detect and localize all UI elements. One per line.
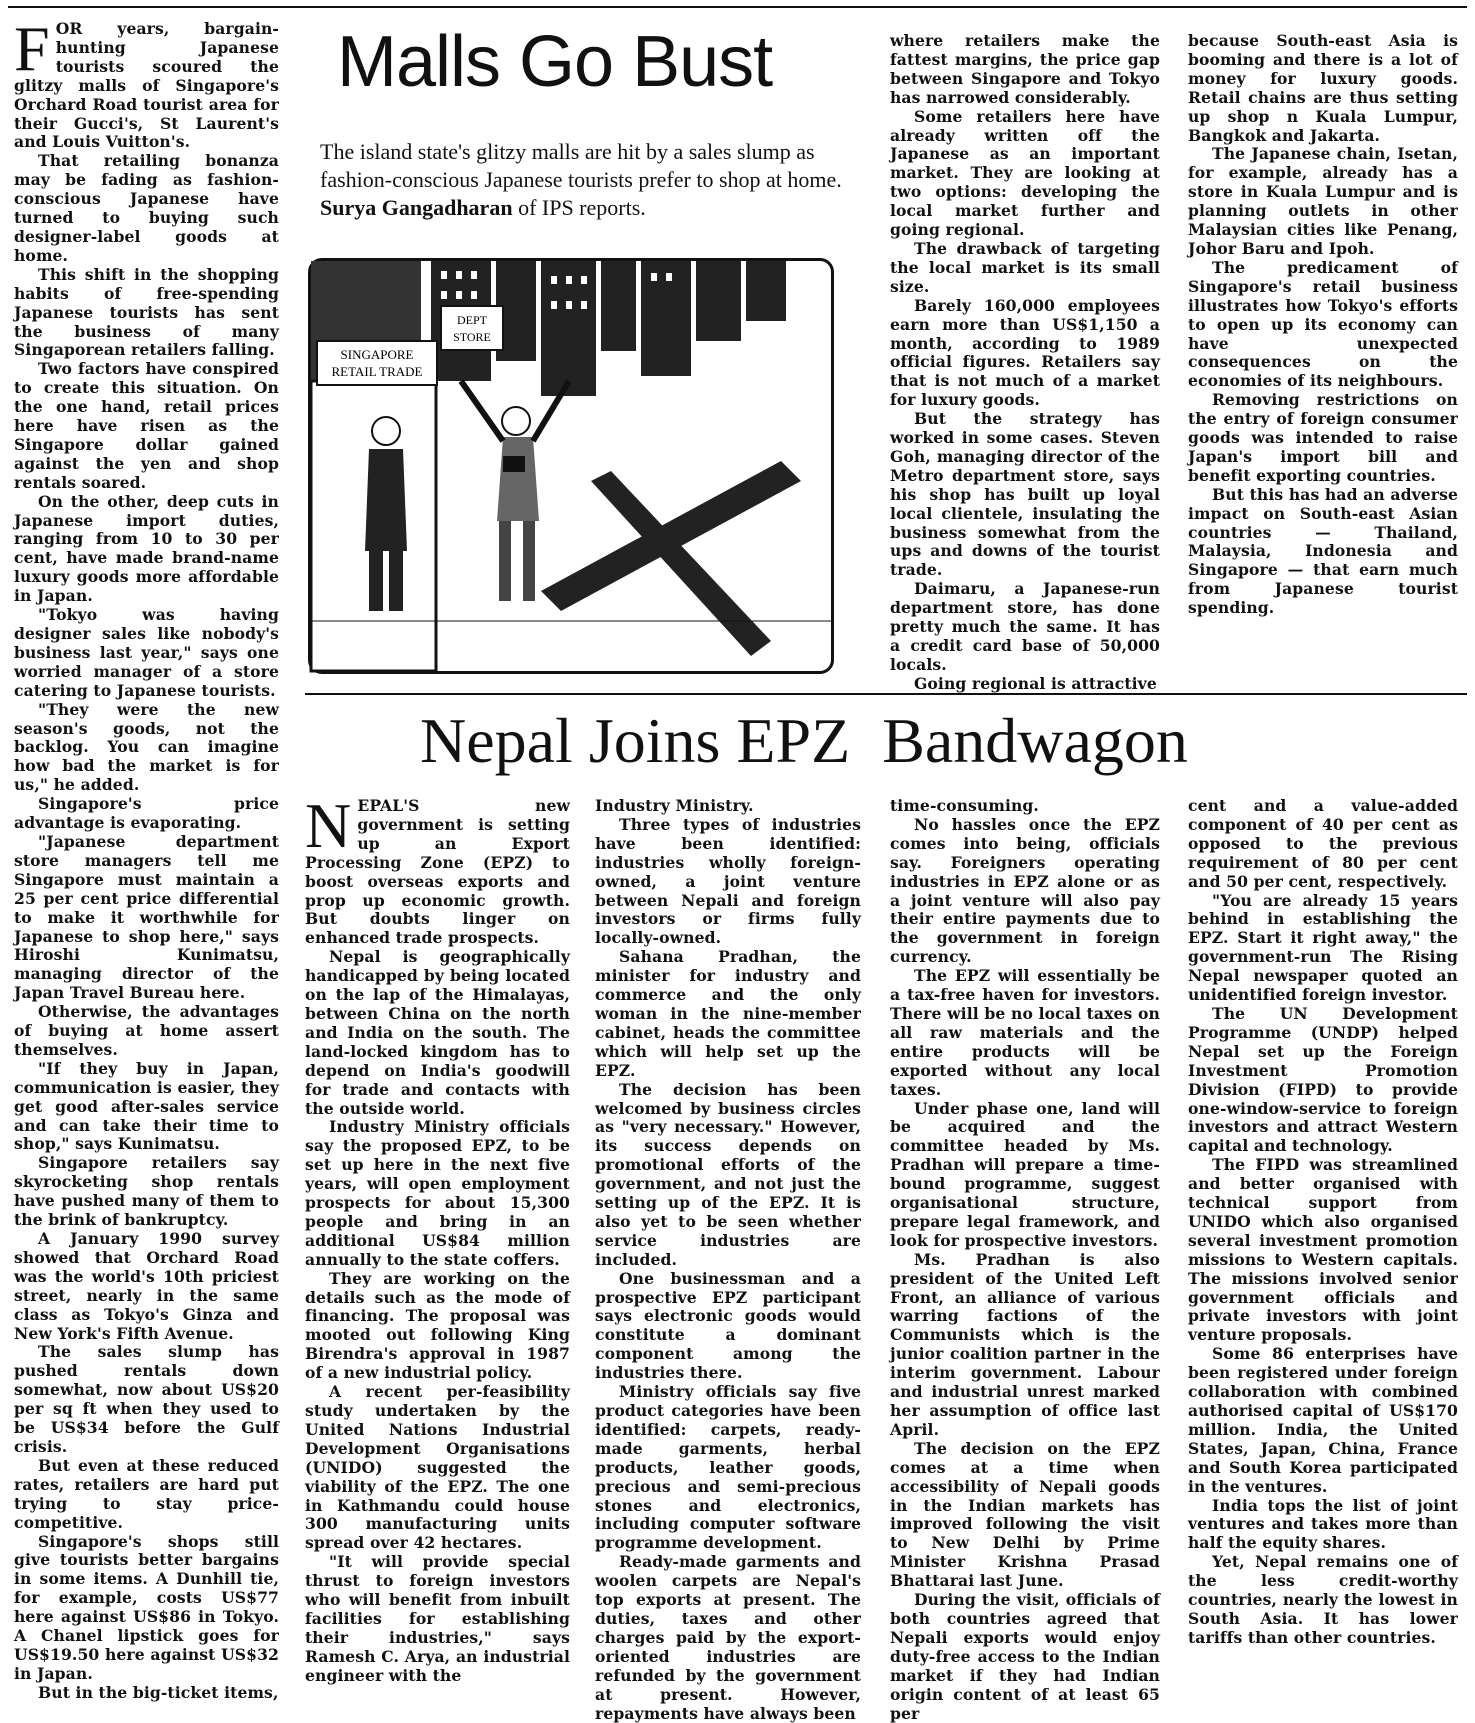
retail-sign-line1: SINGAPORE (340, 347, 414, 362)
paragraph: The drawback of targeting the local market is its small size. (890, 238, 1160, 296)
paragraph: Ministry officials say five product categories have been identified: carpets, ready-made garments, herbal products, leather goods, precious and semi-precious stones and electronics, including computer software programme development. (595, 1382, 861, 1553)
paragraph: Going regional is attractive (914, 673, 1157, 693)
paragraph: Singapore's price advantage is evaporating. (14, 794, 279, 833)
paragraph: The sales slump has pushed rentals down somewhat, now about US$20 per sq ft when they used to be US$34 before the Gulf crisis. (14, 1342, 279, 1456)
paragraph: where retailers make the fattest margins, the price gap between Singapore and Tokyo has narrowed considerably. (890, 31, 1160, 107)
paragraph: "They were the new season's goods, not the backlog. You can imagine how bad the market is for us," he added. (14, 699, 279, 795)
paragraph: cent and a value-added component of 40 per cent as opposed to the previous requirement of 80 per cent and 50 per cent, respectively. (1188, 796, 1458, 891)
malls-deck (320, 138, 860, 222)
paragraph: The UN Development Programme (UNDP) helped Nepal set up the Foreign Investment Promotion Division (FIPD) to provide one-window-service to foreign investors and attract Western capital and technology. (1188, 1003, 1458, 1156)
paragraph: Removing restrictions on the entry of foreign consumer goods was intended to raise Japan's import bill and benefit exporting countries. (1188, 390, 1458, 485)
paragraph: The Japanese chain, Isetan, for example, already has a store in Kuala Lumpur and is planning outlets in other Malaysian cities like Penang, Johor Baru and Ipoh. (1188, 144, 1458, 258)
paragraph: Industry Ministry. (595, 796, 754, 815)
deck-end: of IPS reports. (518, 195, 646, 220)
nepal-column-2 (595, 796, 861, 1723)
nepal-column-4 (1188, 797, 1458, 1652)
paragraph: Barely 160,000 employees earn more than US$1,150 a month, according to 1989 official figures. Retailers say that is not much of a market for luxury goods. (890, 295, 1160, 410)
paragraph: On the other, deep cuts in Japanese import duties, ranging from 10 to 30 per cent, have made brand-name luxury goods more affordable in Japan. (14, 491, 279, 606)
malls-column-5 (1188, 32, 1458, 687)
paragraph: No hassles once the EPZ comes into being, officials say. Foreigners operating industries in EPZ alone or as a joint venture will also pay their entire payments due to the government in foreign currency. (890, 814, 1160, 967)
paragraph: This shift in the shopping habits of free-spending Japanese tourists has sent the business of many Singaporean retailers falling. (14, 264, 279, 360)
drop-cap: F (14, 13, 50, 84)
paragraph: Industry Ministry officials say the proposed EPZ, to be set up here in the next five years, will open employment prospects for about 15,300 people and bring in an additional US$84 million annually to the state coffers. (305, 1117, 570, 1269)
paragraph: Under phase one, land will be acquired and the committee headed by Ms. Pradhan will prepare a time-bound programme, suggest organisational structure, prepare legal framework, and look for prospective investors. (890, 1098, 1160, 1250)
paragraph: "Japanese department store managers tell me Singapore must maintain a 25 per cent price differential to make it worthwhile for Japanese to shop here," says Hiroshi Kunimatsu, managing director of the Japan Travel Bureau here. (14, 831, 279, 1003)
malls-column-4 (890, 31, 1160, 693)
cartoon-illustration (308, 258, 834, 674)
tourist-figure (461, 381, 569, 601)
malls-headline: Malls Go Bust (337, 22, 773, 102)
paragraph: India tops the list of joint ventures and takes more than half the equity shares. (1188, 1495, 1458, 1553)
paragraph: "You are already 15 years behind in establishing the EPZ. Start it right away," the government-run The Rising Nepal newspaper quoted an unidentified foreign investor. (1188, 890, 1458, 1005)
paragraph: Sahana Pradhan, the minister for industry and commerce and the only woman in the nine-member cabinet, heads the committee which will help set up the EPZ. (595, 947, 861, 1080)
paragraph: Ready-made garments and woolen carpets are Nepal's top exports at present. The duties, taxes and other charges paid by the export-oriented industries are refunded by the government at present. However, repayments have always been (595, 1552, 861, 1723)
paragraph: "It will provide special thrust to foreign investors who will benefit from inbuilt facilities for establishing their industries," says Ramesh C. Arya, an industrial engineer with the (305, 1552, 570, 1685)
paragraph: The predicament of Singapore's retail business illustrates how Tokyo's efforts to open up its economy can have unexpected consequences on the economies of its neighbours. (1188, 257, 1458, 391)
paragraph: A January 1990 survey showed that Orchard Road was the world's 10th priciest street, nearly in the same class as Tokyo's Ginza and New York's Fifth Avenue. (14, 1229, 279, 1343)
paragraph: OR years, bargain-hunting Japanese tourists scoured the glitzy malls of Singapore's Orchard Road tourist area for their Gucci's, St Laurent's and Louis Vuitton's. (14, 19, 279, 152)
paragraph: One businessman and a prospective EPZ participant says electronic goods would constitute a dominant component among the industries there. (595, 1268, 861, 1383)
byline: Surya Gangadharan (320, 195, 513, 220)
nepal-column-3 (890, 796, 1160, 1723)
dept-sign-line2: STORE (453, 330, 491, 344)
paragraph: time-consuming. (890, 796, 1039, 815)
paragraph: Singapore's shops still give tourists better bargains in some items. A Dunhill tie, for example, costs US$77 here against US$86 in Tokyo. A Chanel lipstick goes for US$19.50 here against US$32 in Japan. (14, 1531, 279, 1683)
top-rule (8, 6, 1467, 8)
drop-cap: N (305, 790, 352, 861)
shadow-cross (541, 461, 801, 656)
paragraph: Singapore retailers say skyrocketing shop rentals have pushed many of them to the brink of bankruptcy. (14, 1153, 279, 1230)
paragraph: because South-east Asia is booming and there is a lot of money for luxury goods. Retail chains are thus setting up shop n Kuala Lumpur, Bangkok and Jakarta. (1188, 31, 1458, 145)
paragraph: The FIPD was streamlined and better organised with technical support from UNIDO which also organised several investment promotion missions to Western capitals. The missions involved senior government officials and private investors with joint venture proposals. (1188, 1155, 1458, 1345)
paragraph: During the visit, officials of both countries agreed that Nepali exports would enjoy duty-free access to the Indian market if they had Indian origin content of at least 65 per (890, 1590, 1160, 1723)
paragraph: Otherwise, the advantages of buying at home assert themselves. (14, 1002, 279, 1059)
paragraph: That retailing bonanza may be fading as fashion-conscious Japanese have turned to buying such designer-label goods at home. (14, 151, 279, 265)
paragraph: But in the big-ticket items, (38, 1682, 279, 1702)
paragraph: "If they buy in Japan, communication is easier, they get good after-sales service and can take their time to shop," says Kunimatsu. (14, 1058, 279, 1154)
paragraph: Two factors have conspired to create this situation. On the one hand, retail prices here have risen as the Singapore dollar gained against the yen and shop rentals soared. (14, 359, 279, 492)
dept-sign-line1: DEPT (457, 313, 487, 327)
paragraph: A recent per-feasibility study undertaken by the United Nations Industrial Development Organisations (UNIDO) suggested the viability of the EPZ. The one in Kathmandu could house 300 manufacturing units spread over 42 hectares. (305, 1382, 570, 1553)
paragraph: Yet, Nepal remains one of the less credit-worthy countries, nearly the lowest in South Asia. It has lower tariffs than other countries. (1188, 1552, 1458, 1647)
retail-sign-line2: RETAIL TRADE (331, 364, 423, 379)
paragraph: But this has had an adverse impact on South-east Asian countries — Thailand, Malaysia, Indonesia and Singapore — that earn much from Japanese tourist spending. (1188, 484, 1458, 618)
paragraph: Ms. Pradhan is also president of the United Left Front, an alliance of various warring factions of the Communists which is the junior coalition partner in the interim government. Labour and industrial unrest marked her assumption of office last April. (890, 1249, 1160, 1439)
paragraph: But even at these reduced rates, retailers are hard put trying to stay price-competitive. (14, 1455, 279, 1532)
paragraph: EPAL'S new government is setting up an Export Processing Zone (EPZ) to boost overseas exports and prop up economic growth. But doubts linger on enhanced trade prospects. (305, 796, 570, 948)
paragraph: Three types of industries have been identified: industries wholly foreign-owned, a joint venture between Nepali and foreign investors or firms fully locally-owned. (595, 814, 861, 948)
deck-text: The island state's glitzy malls are hit by a sales slump as fashion-conscious Japanese tourists prefer to shop at home. (320, 139, 842, 192)
paragraph: The decision has been welcomed by business circles as "very necessary." However, its success depends on promotional efforts of the government, and not just the setting up of the EPZ. It is also yet to be seen whether service industries are included. (595, 1079, 861, 1269)
nepal-headline: Nepal Joins EPZ Bandwagon (420, 705, 1188, 776)
malls-column-1 (14, 13, 279, 1702)
section-divider (305, 693, 1467, 695)
paragraph: "Tokyo was having designer sales like nobody's business last year," says one worried manager of a store catering to Japanese tourists. (14, 605, 279, 700)
cartoon-drawing (311, 261, 831, 671)
paragraph: Some retailers here have already written off the Japanese as an important market. They are looking at two options: developing the local market further and going regional. (890, 106, 1160, 240)
paragraph: But the strategy has worked in some cases. Steven Goh, managing director of the Metro department store, says his shop has built up loyal local clientele, insulating the business somewhat from the ups and downs of the tourist trade. (890, 409, 1160, 580)
paragraph: Nepal is geographically handicapped by being located on the lap of the Himalayas, between China on the north and India on the south. The land-locked kingdom has to depend on India's goodwill for trade and contacts with the outside world. (305, 947, 570, 1118)
paragraph: The decision on the EPZ comes at a time when accessibility of Nepali goods in the Indian markets has improved following the visit to New Delhi by Prime Minister Krishna Prasad Bhattarai last June. (890, 1438, 1160, 1591)
paragraph: Daimaru, a Japanese-run department store, has done pretty much the same. It has a credit card base of 50,000 locals. (890, 579, 1160, 674)
paragraph: Some 86 enterprises have been registered under foreign collaboration with combined authorised capital of US$170 million. India, the United States, Japan, China, France and South Korea participated in the ventures. (1188, 1344, 1458, 1496)
paragraph: They are working on the details such as the mode of financing. The proposal was mooted out following King Birendra's approval in 1987 of a new industrial policy. (305, 1268, 570, 1383)
paragraph: The EPZ will essentially be a tax-free haven for investors. There will be no local taxes on all raw materials and the entire products will be exported without any local taxes. (890, 966, 1160, 1099)
nepal-column-1 (305, 790, 570, 1685)
